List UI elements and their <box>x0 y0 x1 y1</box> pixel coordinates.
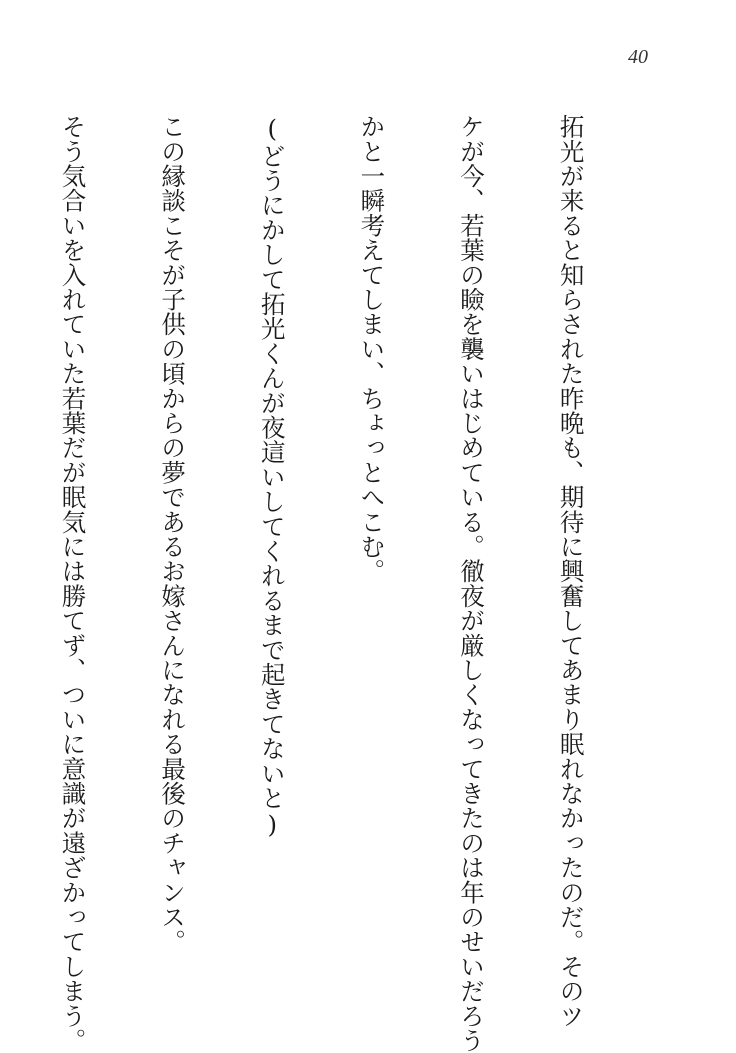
text-line: そう気合いを入れていた若葉だが眠気には勝てず、ついに意識が遠ざかってしまう。 <box>58 114 88 1053</box>
page-number: 40 <box>628 46 648 68</box>
text-line: この縁談こそが子供の頃からの夢であるお嫁さんになれる最後のチャンス。 <box>158 114 188 954</box>
text-line: 拓光が来ると知らされた昨晩も、期待に興奮してあまり眠れなかったのだ。そのツ <box>556 114 586 1028</box>
text-line: (どうにかして拓光くんが夜這いしてくれるまで起きてないと) <box>257 114 287 840</box>
text-line: ケが今、若葉の瞼を襲いはじめている。徹夜が厳しくなってきたのは年のせいだろう <box>456 114 486 1053</box>
text-line: かと一瞬考えてしまい、ちょっとへこむ。 <box>357 114 387 584</box>
body-text <box>0 114 654 1053</box>
